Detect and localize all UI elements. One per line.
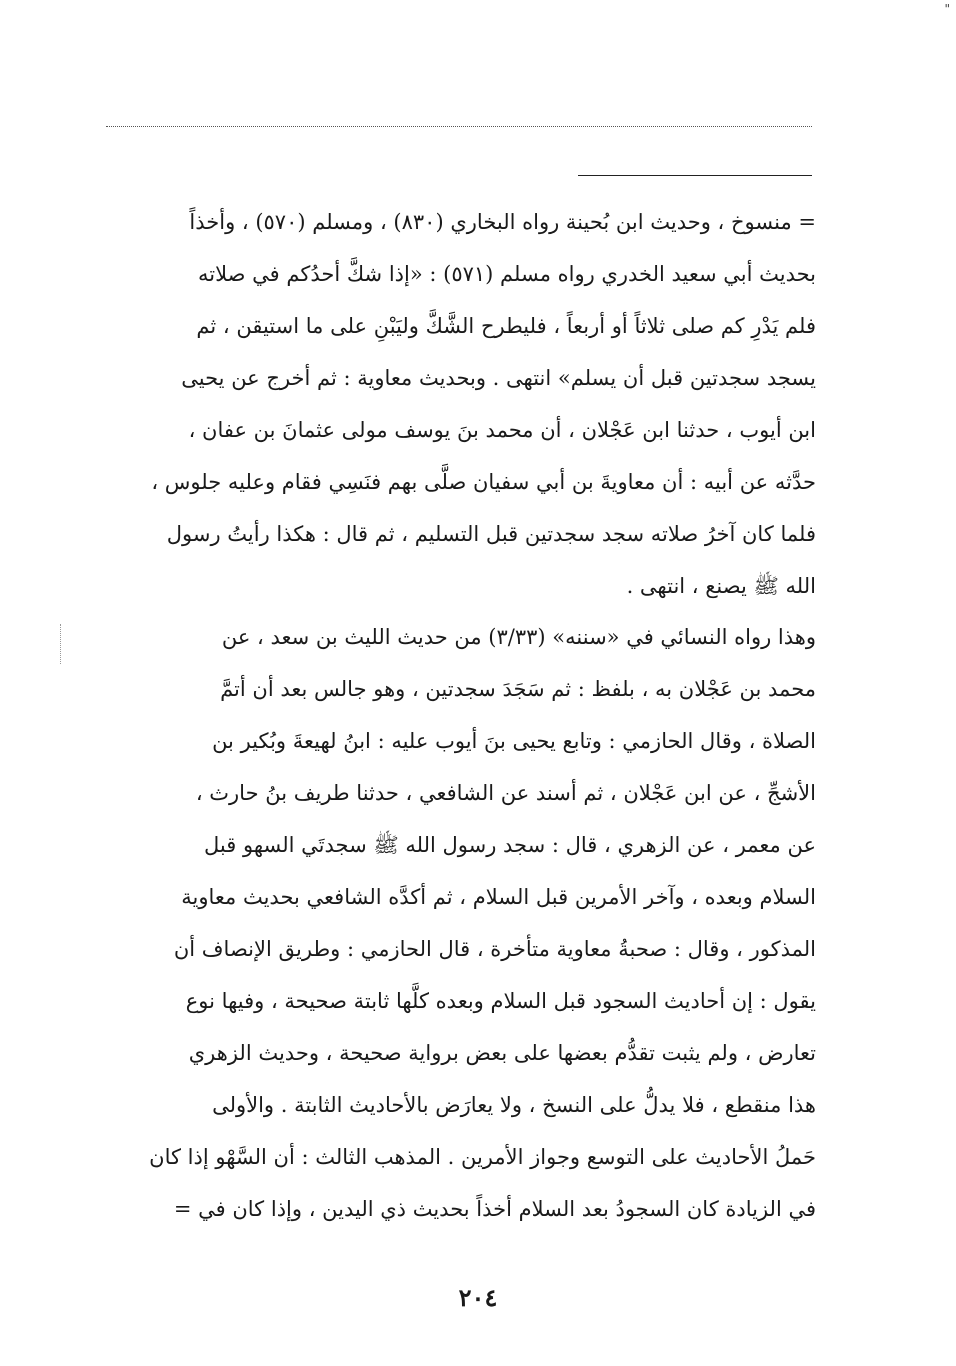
text-line: في الزيادة كان السجودُ بعد السلام أخذاً بحديث ذي اليدين ، وإذا كان في = (173, 1197, 816, 1221)
text-line: = منسوخ ، وحديث ابن بُحينة رواه البخاري (٨٣٠) ، ومسلم (٥٧٠) ، وأخذاً (189, 210, 816, 234)
text-line: فلم يَدْرِ كم صلى ثلاثاً أو أربعاً ، فليطرح الشَّكَّ وليَبْنِ على ما استيقن ، ثم (196, 314, 816, 338)
text-line: يسجد سجدتين قبل أن يسلم» انتهى . وبحديث معاوية : ثم أخرج عن يحيى (181, 366, 816, 390)
text-line: يقول : إن أحاديث السجود قبل السلام وبعده كلَّها ثابتة صحيحة ، وفيها نوع (185, 989, 816, 1013)
text-line: السلام وبعده ، وآخر الأمرين قبل السلام ، ثم أكدَّه الشافعي بحديث معاوية (181, 885, 816, 909)
text-line: الله ﷺ يصنع ، انتهى . (626, 574, 816, 598)
text-line: فلما كان آخرُ صلاته سجد سجدتين قبل التسليم ، ثم قال : هكذا رأيتُ رسول (166, 522, 816, 546)
text-line: حَملُ الأحاديث على التوسع وجواز الأمرين . المذهب الثالث : أن السَّهْو إذا كان (149, 1145, 816, 1169)
text-line: ابن أيوب ، حدثنا ابن عَجْلان ، أن محمد بنَ يوسف مولى عثمانَ بن عفان ، (188, 418, 816, 442)
footnote-paragraph-2 (104, 611, 816, 1235)
footnote-paragraph-1 (104, 196, 816, 612)
text-line: المذكور ، وقال : صحبةُ معاوية متأخرة ، قال الحازمي : وطريق الإنصاف أن (173, 937, 816, 961)
text-line: بحديث أبي سعيد الخدري رواه مسلم (٥٧١) : «إذا شكَّ أحدُكم في صلاته (198, 262, 816, 286)
corner-mark: " (944, 2, 950, 16)
text-line: تعارض ، ولم يثبت تقدُّم بعضها على بعض برواية صحيحة ، وحديث الزهري (188, 1041, 816, 1065)
text-line: حدَّثه عن أبيه : أن معاويةَ بن أبي سفيان صلَّى بهم فنَسِي فقام وعليه جلوس ، (151, 470, 816, 494)
page-number: ٢٠٤ (458, 1283, 498, 1312)
text-line: هذا منقطع ، فلا يدلُّ على النسخ ، ولا يعارَض بالأحاديث الثابتة . والأولى (212, 1093, 816, 1117)
header-dotted-rule (106, 126, 812, 127)
text-line: وهذا رواه النسائي في «سننه» (٣/٣٣) من حديث الليث بن سعد ، عن (221, 625, 816, 649)
text-line: الصلاة ، وقال الحازمي : وتابع يحيى بنَ أيوب عليه : ابنُ لهيعةَ وبُكير بن (212, 729, 816, 753)
text-line: عن معمر ، عن الزهري ، قال : سجد رسول الله ﷺ سجدتَي السهو قبل (204, 833, 816, 857)
text-line: الأشجِّ ، عن ابن عَجْلان ، ثم أسند عن الشافعي ، حدثنا طريف بنُ حارث ، (195, 781, 816, 805)
text-line: محمد بن عَجْلان به ، بلفظ : ثم سَجَدَ سجدتين ، وهو جالس بعد أن أتمَّ (220, 677, 816, 701)
margin-dotted-mark (60, 624, 62, 664)
footnote-separator-rule (578, 175, 812, 176)
